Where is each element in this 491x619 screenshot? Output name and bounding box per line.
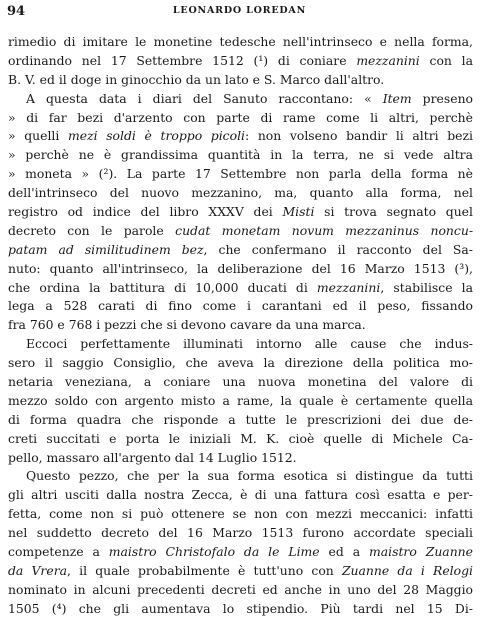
body-text [8,33,473,619]
text-line: B. V. ed il doge in ginocchio da un lato e S. Marco dall'altro. [8,71,385,87]
text-line: » quelli mezi soldi è troppo picoli: non volseno bandir li altri bezi [8,128,473,144]
text-line: 1505 (⁴) che gli aumentava lo stipendio. Più tardi nel 15 Di- [8,600,473,616]
text-line: gli altri usciti dalla nostra Zecca, è di una fattura così esatta e per- [8,487,473,503]
text-line: Eccoci perfettamente illuminati intorno alle cause che indus- [26,336,473,352]
text-line: nel suddetto decreto del 16 Marzo 1513 furono accordate speciali [8,525,473,541]
text-line: A questa data i diari del Sanuto raccontano: « Item preseno [26,90,473,106]
text-line: di forma quadra che risponde a tutte le prescrizioni dei due de- [8,411,473,427]
text-line: lega a 528 carati di fino come i carantani ed il peso, fissando [8,298,473,314]
text-line: rimedio di imitare le monetine tedesche nell'intrinseco e nella forma, [8,34,473,49]
text-line: decreto con le parole cudat monetam novum mezzaninus noncu- [8,222,473,238]
text-line: registro od indice del libro XXXV dei Misti si trova segnato quel [8,204,473,220]
text-line: pello, massaro all'argento dal 14 Luglio 1512. [8,449,297,465]
text-line: netaria veneziana, a coniare una nuova monetina del valore di [8,374,473,390]
text-line: fetta, come non si può ottenere se non con mezzi meccanici: infatti [8,506,473,522]
text-line: » di far bezi d'arzento con parte di rame come li altri, perchè [8,109,473,125]
text-line: fra 760 e 768 i pezzi che si devono cavare da una marca. [8,317,366,333]
text-line: dell'intrinseco del nuovo mezzanino, ma, quanto alla forma, nel [8,185,473,201]
text-line: creti succitati e porta le iniziali M. K. cioè quelle di Michele Ca- [8,430,473,446]
text-line: mezzo soldo con argento misto a rame, la quale è certamente quella [8,392,473,408]
text-line: competenze a maistro Christofalo da le Lime ed a maistro Zuanne [8,544,473,560]
text-line: sero il saggio Consiglio, che aveva la direzione della politica mo- [8,355,473,371]
text-line: nominato in alcuni precedenti decreti ed anche in uno del 28 Maggio [8,581,473,597]
text-line: da Vrera, il quale probabilmente è tutt'uno con Zuanne da i Relogi [8,562,473,578]
running-head: LEONARDO LOREDAN [172,5,307,16]
text-line: » perchè ne è grandissima quantità in la terra, ne si vede altra [8,147,473,163]
text-line: che ordina la battitura di 10,000 ducati di mezzanini, stabilisce la [8,279,473,295]
text-line: ordinando nel 17 Settembre 1512 (¹) di coniare mezzanini con la [8,52,473,68]
text-line: » moneta » (²). La parte 17 Settembre non parla della forma nè [8,166,473,182]
text-line: Questo pezzo, che per la sua forma esotica si distingue da tutti [26,468,473,484]
text-line: patam ad similitudinem bez, che confermano il racconto del Sa- [8,241,473,257]
page-header [7,4,472,22]
text-line: nuto: quanto all'intrinseco, la deliberazione del 16 Marzo 1513 (³), [8,260,473,276]
page-number: 94 [7,4,26,19]
